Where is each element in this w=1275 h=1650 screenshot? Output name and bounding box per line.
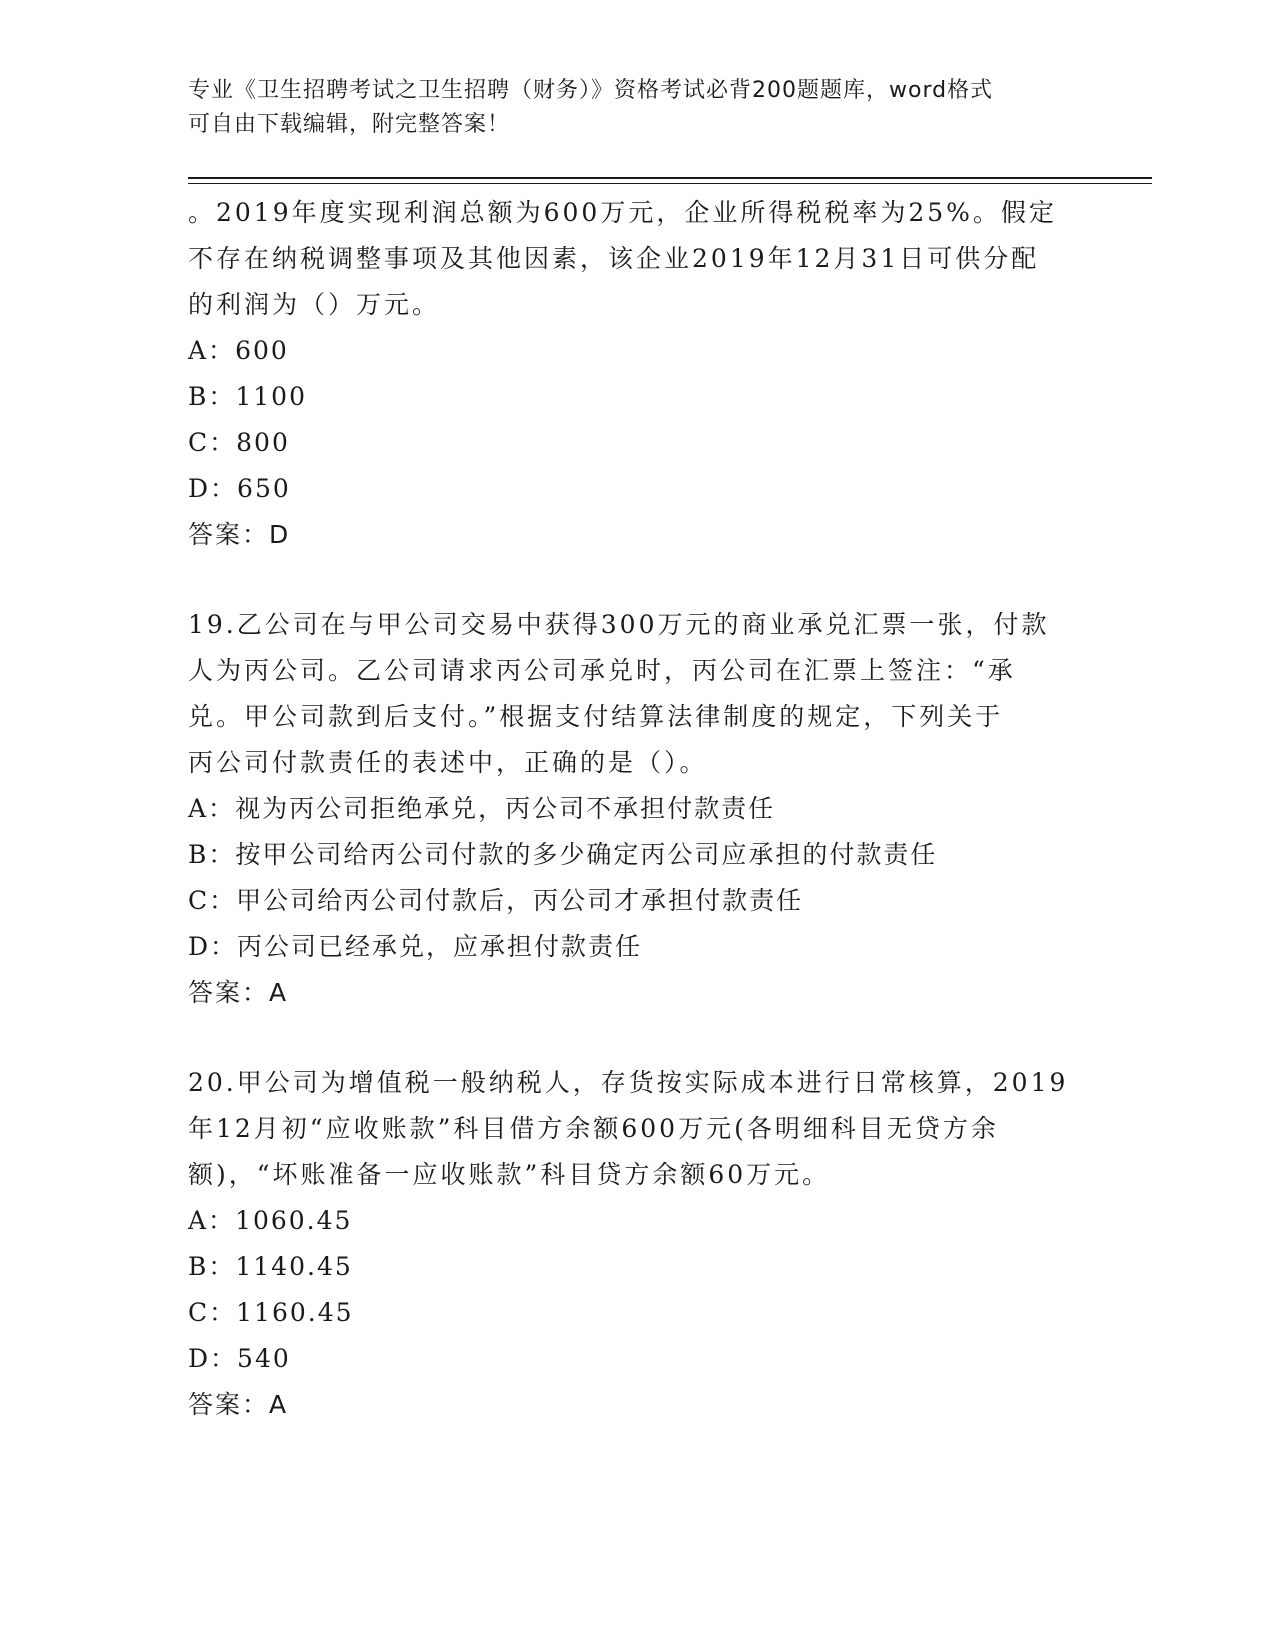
option-text: 1160.45 xyxy=(236,1298,354,1327)
document-header xyxy=(188,74,1088,142)
option-key: D： xyxy=(188,1344,238,1373)
header-rule-thin xyxy=(188,183,1152,184)
option-key: B： xyxy=(188,840,236,869)
question-text-line: 不存在纳税调整事项及其他因素，该企业2019年12月31日可供分配 xyxy=(188,244,1040,273)
answer-line: 答案：A xyxy=(188,1390,289,1419)
option-d xyxy=(188,924,1088,970)
option-a xyxy=(188,328,1088,374)
option-text: 1100 xyxy=(235,382,307,411)
question-text-line: 人为丙公司。乙公司请求丙公司承兑时，丙公司在汇票上签注：“承 xyxy=(188,656,1016,685)
header-rule-thick xyxy=(188,177,1152,179)
option-key: B： xyxy=(188,1252,236,1281)
question-text-line: 的利润为（）万元。 xyxy=(188,290,441,319)
question-list xyxy=(188,190,1088,1472)
option-c xyxy=(188,1290,1088,1336)
option-key: C： xyxy=(188,1298,237,1327)
option-c xyxy=(188,878,1088,924)
option-key: A： xyxy=(188,1206,236,1235)
question-block-continued xyxy=(188,190,1088,558)
option-text: 600 xyxy=(235,336,289,365)
option-text: 540 xyxy=(237,1344,291,1373)
header-line-2: 可自由下载编辑，附完整答案！ xyxy=(188,112,511,137)
question-text-line: 。2019年度实现利润总额为600万元，企业所得税税率为25%。假定 xyxy=(188,198,1057,227)
option-b xyxy=(188,374,1088,420)
question-text-line: 年12月初“应收账款”科目借方余额600万元(各明细科目无贷方余 xyxy=(188,1114,999,1143)
option-text: 丙公司已经承兑，应承担付款责任 xyxy=(237,932,643,961)
option-text: 650 xyxy=(237,474,291,503)
option-key: D： xyxy=(188,932,238,961)
option-key: A： xyxy=(188,336,236,365)
option-key: D： xyxy=(188,474,238,503)
question-block-19 xyxy=(188,602,1088,1016)
question-text-line: 20.甲公司为增值税一般纳税人，存货按实际成本进行日常核算，2019 xyxy=(188,1068,1069,1097)
question-text-line: 19.乙公司在与甲公司交易中获得300万元的商业承兑汇票一张，付款 xyxy=(188,610,1050,639)
option-text: 按甲公司给丙公司付款的多少确定丙公司应承担的付款责任 xyxy=(235,840,938,869)
option-c xyxy=(188,420,1088,466)
option-key: B： xyxy=(188,382,236,411)
answer-line: 答案：A xyxy=(188,978,289,1007)
option-text: 甲公司给丙公司付款后，丙公司才承担付款责任 xyxy=(236,886,804,915)
option-a xyxy=(188,786,1088,832)
option-key: C： xyxy=(188,428,237,457)
question-block-20 xyxy=(188,1060,1088,1428)
option-key: C： xyxy=(188,886,237,915)
question-text-line: 兑。甲公司款到后支付。”根据支付结算法律制度的规定，下列关于 xyxy=(188,702,1004,731)
option-text: 800 xyxy=(236,428,290,457)
header-line-1: 专业《卫生招聘考试之卫生招聘（财务）》资格考试必背200题题库，word格式 xyxy=(188,78,994,103)
option-text: 1140.45 xyxy=(235,1252,353,1281)
option-d xyxy=(188,466,1088,512)
question-text-line: 额)，“坏账准备一应收账款”科目贷方余额60万元。 xyxy=(188,1160,831,1189)
option-text: 视为丙公司拒绝承兑，丙公司不承担付款责任 xyxy=(235,794,776,823)
question-text-line: 丙公司付款责任的表述中，正确的是（）。 xyxy=(188,748,708,777)
option-key: A： xyxy=(188,794,236,823)
option-b xyxy=(188,832,1088,878)
answer-line: 答案：D xyxy=(188,520,291,549)
option-text: 1060.45 xyxy=(235,1206,353,1235)
option-b xyxy=(188,1244,1088,1290)
option-d xyxy=(188,1336,1088,1382)
option-a xyxy=(188,1198,1088,1244)
